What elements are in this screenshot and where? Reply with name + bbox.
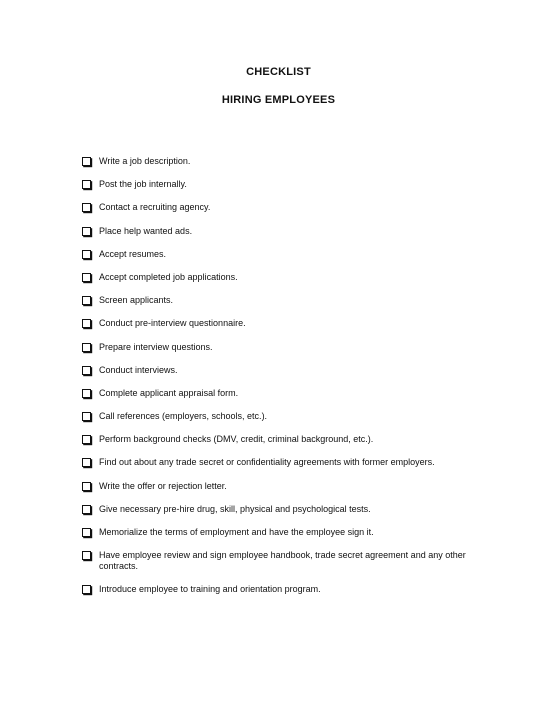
checkbox-icon[interactable] [82,180,91,189]
checklist-item [82,527,492,550]
checklist-item-label: Call references (employers, schools, etc.). [99,411,268,422]
checklist-item-label: Conduct interviews. [99,364,178,375]
checklist-item [82,295,492,318]
checklist-item-label: Accept resumes. [99,248,167,259]
document-title: CHECKLIST [246,66,311,78]
checkbox-icon[interactable] [82,319,91,328]
checkbox-icon[interactable] [82,435,91,444]
checklist-item [82,457,492,480]
checklist-item [82,584,492,607]
checkbox-icon[interactable] [82,505,91,514]
checklist-item-label: Accept completed job applications. [99,271,238,282]
checklist-item-label: Post the job internally. [99,179,187,190]
checkbox-icon[interactable] [82,250,91,259]
checklist-item [82,179,492,202]
checklist-item-label: Screen applicants. [99,295,174,306]
checklist-item [82,434,492,457]
checkbox-icon[interactable] [82,412,91,421]
checklist-item [82,342,492,365]
hiring-checklist [82,156,492,607]
checklist-item [82,249,492,272]
checkbox-icon[interactable] [82,458,91,467]
checkbox-icon[interactable] [82,273,91,282]
checklist-item-label: Write a job description. [99,156,191,166]
checklist-item-label: Write the offer or rejection letter. [99,480,227,491]
checklist-item [82,481,492,504]
checklist-item-label: Place help wanted ads. [99,225,193,236]
checklist-item-label: Find out about any trade secret or confidentiality agreements with former employers. [99,457,435,468]
checkbox-icon[interactable] [82,296,91,305]
checkbox-icon[interactable] [82,203,91,212]
checklist-item-label: Complete applicant appraisal form. [99,387,239,398]
checklist-item-label: Memorialize the terms of employment and have the employee sign it. [99,527,374,537]
checklist-item [82,156,492,179]
checkbox-icon[interactable] [82,482,91,491]
checklist-item [82,272,492,295]
checkbox-icon[interactable] [82,366,91,375]
checklist-item [82,411,492,434]
checklist-item [82,550,492,584]
checklist-item-label: Conduct pre-interview questionnaire. [99,318,246,329]
checklist-item [82,365,492,388]
checklist-item-label: Introduce employee to training and orientation program. [99,584,321,595]
checklist-item-label: Contact a recruiting agency. [99,202,211,213]
document-subtitle: HIRING EMPLOYEES [221,94,336,106]
checklist-item-label: Prepare interview questions. [99,341,213,352]
checkbox-icon[interactable] [82,585,91,594]
checklist-item-label: Give necessary pre-hire drug, skill, physical and psychological tests. [99,503,371,514]
checklist-item [82,388,492,411]
checkbox-icon[interactable] [82,551,91,560]
checklist-item [82,226,492,249]
checkbox-icon[interactable] [82,227,91,236]
checklist-item [82,318,492,341]
checkbox-icon[interactable] [82,157,91,166]
checkbox-icon[interactable] [82,389,91,398]
checkbox-icon[interactable] [82,528,91,537]
checklist-item-label: Perform background checks (DMV, credit, criminal background, etc.). [99,434,374,445]
checkbox-icon[interactable] [82,343,91,352]
checklist-item [82,202,492,225]
checklist-item-label: Have employee review and sign employee handbook, trade secret agreement and any other contracts. [99,550,466,572]
checklist-item [82,504,492,527]
